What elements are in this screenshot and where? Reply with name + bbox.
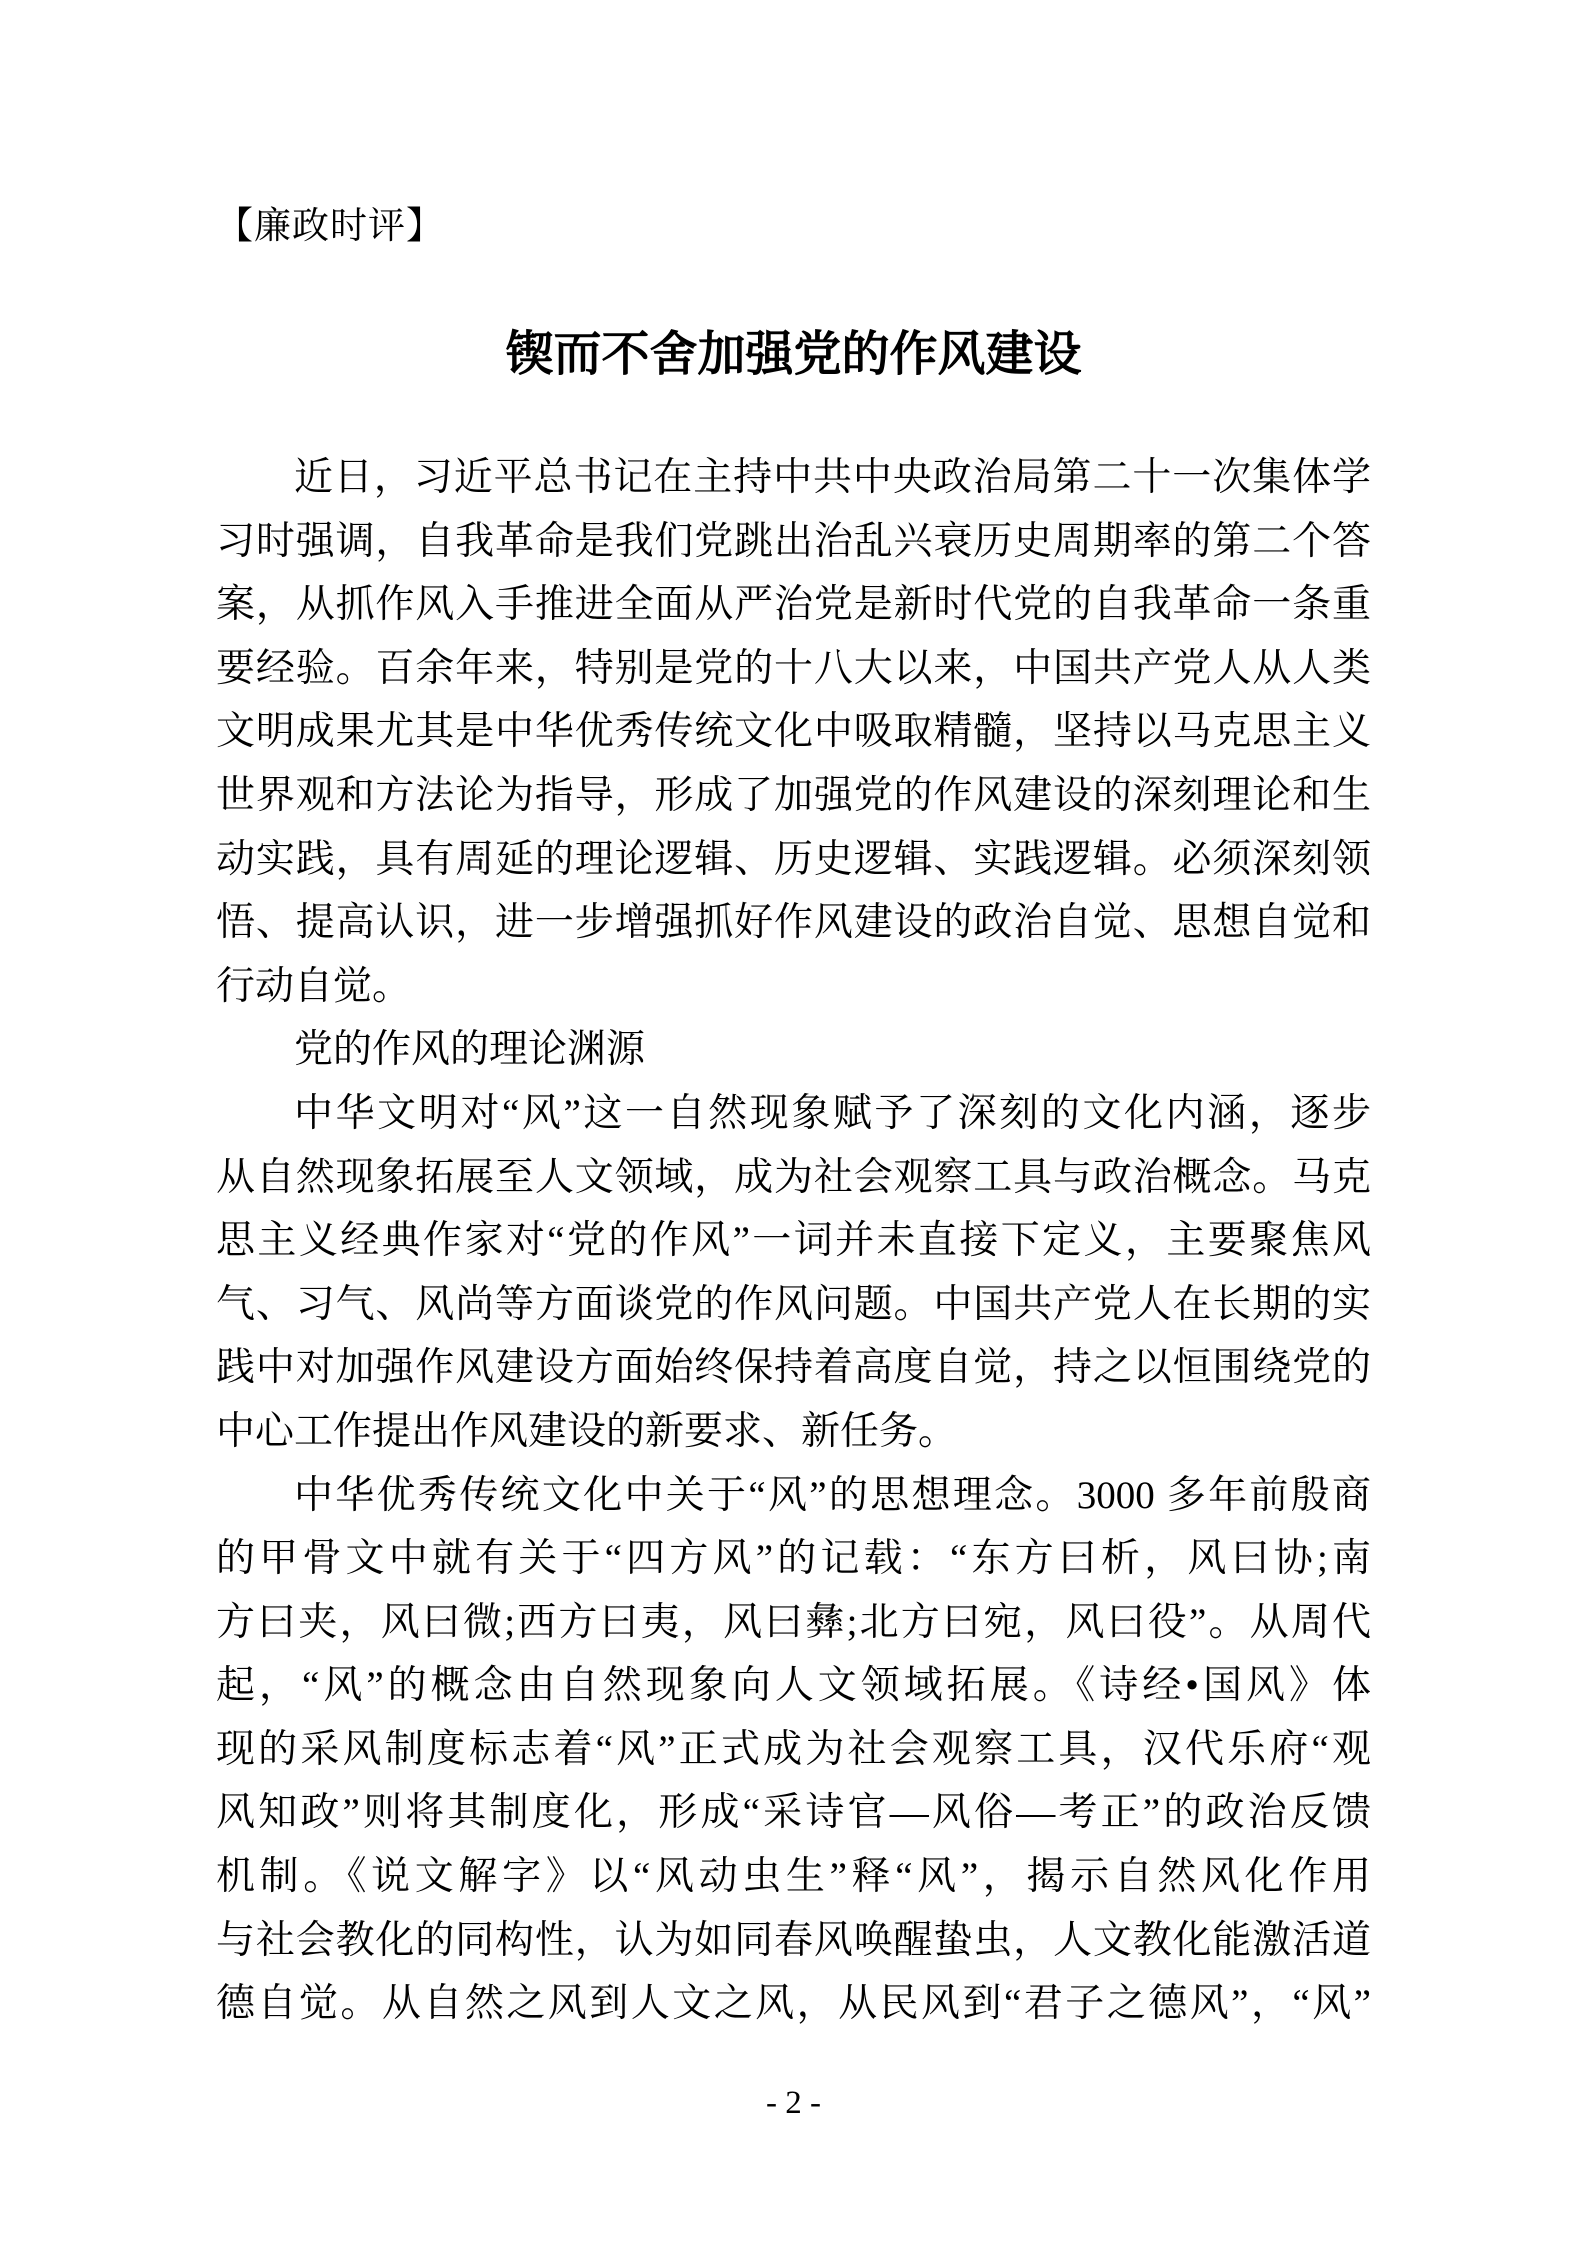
text-line: 风知政”则将其制度化，形成“采诗官—风俗—考正”的政治反馈 bbox=[216, 1791, 1371, 1835]
text-line: 案，从抓作风入手推进全面从严治党是新时代党的自我革命一条重 bbox=[216, 583, 1371, 627]
text-line: 行动自觉。 bbox=[216, 964, 412, 1008]
text-line: 中华文明对“风”这一自然现象赋予了深刻的文化内涵，逐步 bbox=[294, 1091, 1371, 1135]
section-subheading: 党的作风的理论渊源 bbox=[294, 1028, 646, 1072]
text-line: 方曰夹，风曰微;西方曰夷，风曰彝;北方曰宛，风曰役”。从周代 bbox=[216, 1600, 1371, 1644]
text-line: 中华优秀传统文化中关于“风”的思想理念。3000 多年前殷商 bbox=[294, 1473, 1371, 1517]
text-line: 起，“风”的概念由自然现象向人文领域拓展。《诗经•国风》体 bbox=[216, 1664, 1371, 1708]
page-number: - 2 - bbox=[766, 2084, 821, 2121]
text-line: 现的采风制度标志着“风”正式成为社会观察工具，汉代乐府“观 bbox=[216, 1727, 1371, 1771]
text-line: 动实践，具有周延的理论逻辑、历史逻辑、实践逻辑。必须深刻领 bbox=[216, 837, 1371, 881]
text-line: 的甲骨文中就有关于“四方风”的记载：“东方曰析，风曰协;南 bbox=[216, 1537, 1371, 1581]
text-line: 习时强调，自我革命是我们党跳出治乱兴衰历史周期率的第二个答 bbox=[216, 519, 1371, 563]
text-line: 机制。《说文解字》以“风动虫生”释“风”，揭示自然风化作用 bbox=[216, 1855, 1371, 1899]
text-line: 世界观和方法论为指导，形成了加强党的作风建设的深刻理论和生 bbox=[216, 773, 1371, 817]
section-label: 【廉政时评】 bbox=[216, 206, 444, 247]
text-line: 与社会教化的同构性，认为如同春风唤醒蛰虫，人文教化能激活道 bbox=[216, 1918, 1371, 1962]
text-line: 要经验。百余年来，特别是党的十八大以来，中国共产党人从人类 bbox=[216, 646, 1371, 690]
text-line: 德自觉。从自然之风到人文之风，从民风到“君子之德风”，“风” bbox=[216, 1982, 1371, 2026]
article-body bbox=[216, 446, 1371, 2036]
text-line: 从自然现象拓展至人文领域，成为社会观察工具与政治概念。马克 bbox=[216, 1155, 1371, 1199]
document-title: 锲而不舍加强党的作风建设 bbox=[505, 328, 1082, 381]
text-line: 近日，习近平总书记在主持中共中央政治局第二十一次集体学 bbox=[294, 456, 1371, 499]
text-line: 文明成果尤其是中华优秀传统文化中吸取精髓，坚持以马克思主义 bbox=[216, 710, 1371, 754]
text-line: 气、习气、风尚等方面谈党的作风问题。中国共产党人在长期的实 bbox=[216, 1282, 1371, 1326]
text-line: 悟、提高认识，进一步增强抓好作风建设的政治自觉、思想自觉和 bbox=[216, 901, 1371, 945]
text-line: 践中对加强作风建设方面始终保持着高度自觉，持之以恒围绕党的 bbox=[216, 1346, 1371, 1390]
text-line: 中心工作提出作风建设的新要求、新任务。 bbox=[216, 1409, 958, 1453]
page-content bbox=[216, 202, 1371, 2123]
text-line: 思主义经典作家对“党的作风”一词并未直接下定义，主要聚焦风 bbox=[216, 1219, 1371, 1263]
